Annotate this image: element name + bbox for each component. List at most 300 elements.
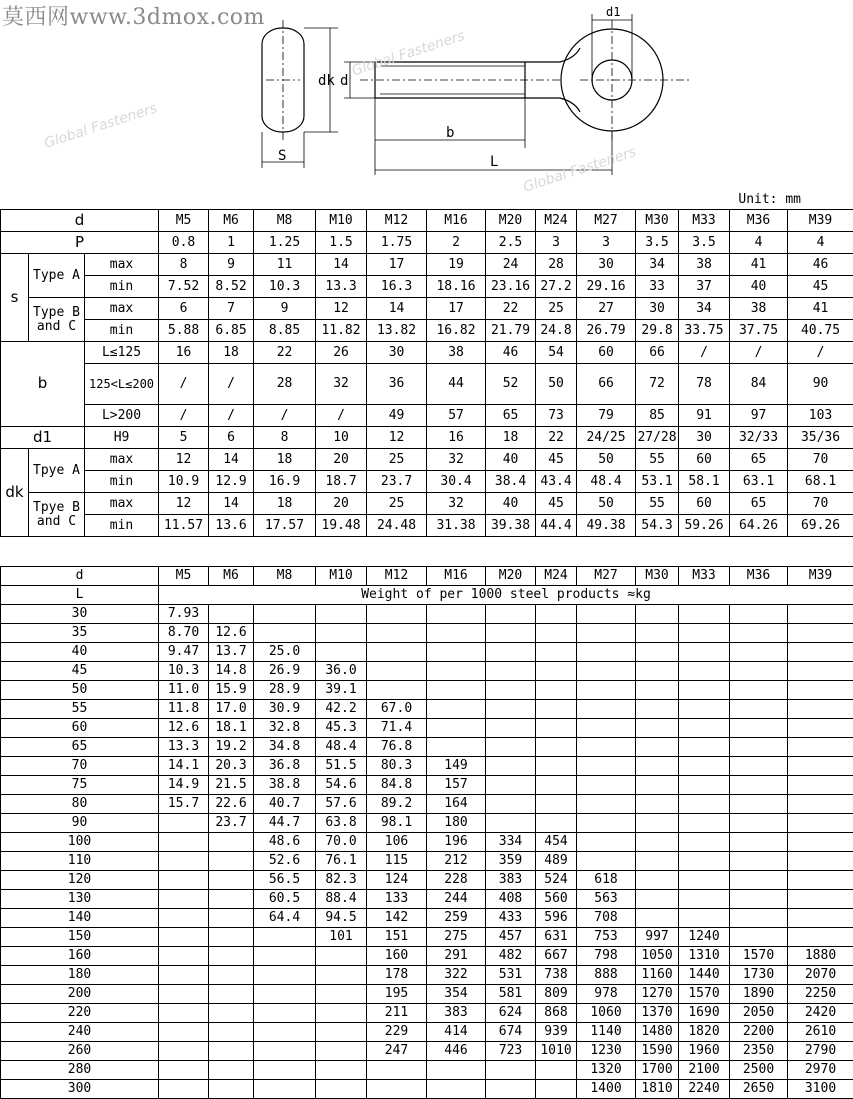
weight-value: 275: [427, 928, 486, 947]
weight-value: [730, 795, 788, 814]
weight-row: [1, 1080, 853, 1099]
weight-value: 51.5: [316, 757, 367, 776]
s-bc-max-row: [1, 298, 853, 320]
pitch-value: 2.5: [486, 232, 536, 254]
weight-value: [209, 890, 254, 909]
weight-row: [1, 662, 853, 681]
s-value: 13.82: [367, 320, 427, 342]
weight-value: 489: [536, 852, 577, 871]
dk-value: 12: [159, 493, 209, 515]
length-value: 200: [1, 985, 159, 1004]
s-value: 11: [254, 254, 316, 276]
weight-value: 178: [367, 966, 427, 985]
s-value: 21.79: [486, 320, 536, 342]
d1-label: d1: [1, 427, 85, 449]
weight-value: 1160: [636, 966, 679, 985]
weight-value: [679, 738, 730, 757]
weight-value: 997: [636, 928, 679, 947]
dk-value: 58.1: [679, 471, 730, 493]
b-value: 32: [316, 364, 367, 405]
s-value: 13.3: [316, 276, 367, 298]
weight-value: [577, 681, 636, 700]
weight-value: 88.4: [316, 890, 367, 909]
weight-row: [1, 852, 853, 871]
s-value: 27.2: [536, 276, 577, 298]
s-value: 17: [367, 254, 427, 276]
s-value: 45: [788, 276, 853, 298]
weight-value: [730, 643, 788, 662]
weight-value: [159, 814, 209, 833]
weight-value: [679, 700, 730, 719]
weight-value: 157: [427, 776, 486, 795]
weight-value: 1880: [788, 947, 853, 966]
length-value: 50: [1, 681, 159, 700]
weight-value: [577, 643, 636, 662]
weight-value: [536, 795, 577, 814]
b-value: 44: [427, 364, 486, 405]
weight-value: 12.6: [209, 624, 254, 643]
dk-a-max-row: [1, 449, 853, 471]
dk-value: 13.6: [209, 515, 254, 537]
d1-value: 12: [367, 427, 427, 449]
length-value: 220: [1, 1004, 159, 1023]
weight-value: [427, 719, 486, 738]
weight-value: 64.4: [254, 909, 316, 928]
weight-value: [679, 852, 730, 871]
weight-value: [367, 1061, 427, 1080]
weight-value: 383: [427, 1004, 486, 1023]
s-value: 29.8: [636, 320, 679, 342]
size-header: M36: [730, 567, 788, 586]
weight-value: [788, 833, 853, 852]
b-value: 49: [367, 405, 427, 427]
d1-tolerance: H9: [85, 427, 159, 449]
weight-value: [316, 605, 367, 624]
weight-value: [536, 719, 577, 738]
weight-value: [788, 814, 853, 833]
b-row-3: [1, 405, 853, 427]
s-value: 27: [577, 298, 636, 320]
weight-value: [577, 700, 636, 719]
weight-value: [730, 719, 788, 738]
weight-value: 560: [536, 890, 577, 909]
weight-value: 383: [486, 871, 536, 890]
weight-value: [636, 814, 679, 833]
dk-value: 32: [427, 449, 486, 471]
s-type-bc-label: Type B and C: [29, 298, 85, 342]
weight-value: [636, 662, 679, 681]
weight-value: [209, 605, 254, 624]
weight-value: 34.8: [254, 738, 316, 757]
weight-value: 124: [367, 871, 427, 890]
dk-value: 10.9: [159, 471, 209, 493]
weight-value: 723: [486, 1042, 536, 1061]
size-header: M39: [788, 210, 853, 232]
weight-value: [536, 662, 577, 681]
weight-value: [486, 605, 536, 624]
length-value: 160: [1, 947, 159, 966]
b-value: 50: [536, 364, 577, 405]
length-value: 30: [1, 605, 159, 624]
length-value: 180: [1, 966, 159, 985]
weight-value: 21.5: [209, 776, 254, 795]
l-header: L: [1, 586, 159, 605]
weight-row: [1, 1042, 853, 1061]
b-value: 60: [577, 342, 636, 364]
weight-value: [486, 719, 536, 738]
weight-value: 36.0: [316, 662, 367, 681]
pitch-value: 1.75: [367, 232, 427, 254]
weight-row: [1, 890, 853, 909]
dk-value: 38.4: [486, 471, 536, 493]
d1-value: 27/28: [636, 427, 679, 449]
weight-value: [316, 643, 367, 662]
b-value: 65: [486, 405, 536, 427]
weight-value: [679, 624, 730, 643]
weight-value: [636, 871, 679, 890]
b-value: 91: [679, 405, 730, 427]
b-row-2: [1, 364, 853, 405]
s-value: 30: [577, 254, 636, 276]
weight-value: 14.1: [159, 757, 209, 776]
length-value: 240: [1, 1023, 159, 1042]
s-value: 9: [209, 254, 254, 276]
weight-value: [316, 1023, 367, 1042]
d-dim-label: d: [340, 73, 348, 89]
weight-value: [427, 662, 486, 681]
weight-value: 1270: [636, 985, 679, 1004]
size-header: M12: [367, 210, 427, 232]
s-value: 12: [316, 298, 367, 320]
weight-value: 618: [577, 871, 636, 890]
weight-value: [730, 890, 788, 909]
weight-value: 457: [486, 928, 536, 947]
weight-value: 70.0: [316, 833, 367, 852]
dk-value: 12.9: [209, 471, 254, 493]
weight-value: [577, 662, 636, 681]
s-value: 25: [536, 298, 577, 320]
weight-value: 2100: [679, 1061, 730, 1080]
s-value: 28: [536, 254, 577, 276]
eye-bolt-drawing: [0, 0, 853, 200]
b-value: 85: [636, 405, 679, 427]
weight-value: [486, 1080, 536, 1099]
min-label: min: [85, 320, 159, 342]
weight-value: [209, 833, 254, 852]
weight-value: [209, 1061, 254, 1080]
weight-row: [1, 1004, 853, 1023]
weight-row: [1, 1061, 853, 1080]
weight-value: [486, 1061, 536, 1080]
dk-value: 32: [427, 493, 486, 515]
weight-value: [159, 1023, 209, 1042]
weight-value: 596: [536, 909, 577, 928]
weight-row: [1, 776, 853, 795]
drawing-watermark-2: Global Fasteners: [42, 100, 159, 152]
weight-value: [788, 662, 853, 681]
weight-value: [577, 852, 636, 871]
weight-value: [209, 985, 254, 1004]
size-header: M30: [636, 567, 679, 586]
b-value: 66: [577, 364, 636, 405]
l-dim-label: L: [490, 154, 498, 170]
max-label: max: [85, 493, 159, 515]
weight-value: [254, 928, 316, 947]
weight-value: [316, 624, 367, 643]
header-row: [1, 210, 853, 232]
length-value: 70: [1, 757, 159, 776]
dk-value: 64.26: [730, 515, 788, 537]
weight-value: [788, 643, 853, 662]
dk-type-bc-label: Tpye B and C: [29, 493, 85, 537]
b-value: 52: [486, 364, 536, 405]
weight-value: [209, 1080, 254, 1099]
site-watermark: 莫西网www.3dmox.com: [2, 0, 265, 31]
dk-value: 14: [209, 449, 254, 471]
weight-value: [788, 719, 853, 738]
weight-value: 17.0: [209, 700, 254, 719]
weight-value: 939: [536, 1023, 577, 1042]
b-value: /: [788, 342, 853, 364]
b-value: 46: [486, 342, 536, 364]
dk-value: 19.48: [316, 515, 367, 537]
weight-value: [636, 681, 679, 700]
weight-value: 359: [486, 852, 536, 871]
s-value: 46: [788, 254, 853, 276]
s-value: 7.52: [159, 276, 209, 298]
d1-value: 8: [254, 427, 316, 449]
weight-value: [679, 795, 730, 814]
dk-value: 16.9: [254, 471, 316, 493]
weight-value: [159, 947, 209, 966]
b-value: /: [209, 405, 254, 427]
weight-value: [316, 1080, 367, 1099]
weight-value: [636, 852, 679, 871]
size-header: M24: [536, 567, 577, 586]
size-header: M27: [577, 567, 636, 586]
weight-value: [730, 738, 788, 757]
weight-value: [159, 890, 209, 909]
length-value: 45: [1, 662, 159, 681]
length-value: 150: [1, 928, 159, 947]
min-label: min: [85, 471, 159, 493]
min-label: min: [85, 515, 159, 537]
weight-value: [679, 662, 730, 681]
weight-value: 89.2: [367, 795, 427, 814]
weight-value: [209, 1004, 254, 1023]
s-a-min-row: [1, 276, 853, 298]
weight-value: [254, 947, 316, 966]
weight-value: 244: [427, 890, 486, 909]
weight-value: 1700: [636, 1061, 679, 1080]
b-row-1: [1, 342, 853, 364]
weight-value: 708: [577, 909, 636, 928]
b-value: 57: [427, 405, 486, 427]
weight-value: 30.9: [254, 700, 316, 719]
pitch-value: 3.5: [679, 232, 730, 254]
weight-value: [679, 757, 730, 776]
weight-value: 2610: [788, 1023, 853, 1042]
b-value: 22: [254, 342, 316, 364]
weight-row: [1, 605, 853, 624]
dk-value: 60: [679, 493, 730, 515]
b-value: 54: [536, 342, 577, 364]
weight-row: [1, 757, 853, 776]
length-value: 65: [1, 738, 159, 757]
pitch-value: 3: [577, 232, 636, 254]
b-value: /: [730, 342, 788, 364]
weight-value: 1230: [577, 1042, 636, 1061]
weight-value: [486, 700, 536, 719]
weight-value: [159, 928, 209, 947]
d1-dim-label: d1: [606, 5, 620, 19]
weight-value: 20.3: [209, 757, 254, 776]
weight-value: [486, 624, 536, 643]
weight-value: [636, 738, 679, 757]
s-value: 16.82: [427, 320, 486, 342]
weight-value: 76.1: [316, 852, 367, 871]
weight-value: [427, 738, 486, 757]
weight-value: [209, 928, 254, 947]
weight-value: 71.4: [367, 719, 427, 738]
weight-value: 101: [316, 928, 367, 947]
weight-value: [730, 909, 788, 928]
weight-value: [254, 966, 316, 985]
d-header: d: [1, 210, 159, 232]
weight-value: 80.3: [367, 757, 427, 776]
weight-value: 433: [486, 909, 536, 928]
weight-value: 888: [577, 966, 636, 985]
b-value: 72: [636, 364, 679, 405]
weight-value: 1570: [679, 985, 730, 1004]
weight-value: 18.1: [209, 719, 254, 738]
s-a-max-row: [1, 254, 853, 276]
weight-value: [730, 662, 788, 681]
weight-value: 82.3: [316, 871, 367, 890]
weight-value: [254, 624, 316, 643]
weight-value: [367, 624, 427, 643]
b-dim-label: b: [446, 125, 454, 141]
weight-value: 1140: [577, 1023, 636, 1042]
weight-value: 7.93: [159, 605, 209, 624]
weight-value: 151: [367, 928, 427, 947]
length-value: 35: [1, 624, 159, 643]
length-value: 140: [1, 909, 159, 928]
b-value: /: [209, 364, 254, 405]
s-value: 23.16: [486, 276, 536, 298]
pitch-value: 3: [536, 232, 577, 254]
weight-value: [636, 643, 679, 662]
weight-value: 48.4: [316, 738, 367, 757]
weight-value: [254, 605, 316, 624]
dk-value: 44.4: [536, 515, 577, 537]
weight-value: 45.3: [316, 719, 367, 738]
weight-table: [0, 566, 853, 1099]
s-value: 8: [159, 254, 209, 276]
b-label: b: [1, 342, 85, 427]
b-value: 66: [636, 342, 679, 364]
weight-value: [788, 871, 853, 890]
d1-value: 24/25: [577, 427, 636, 449]
b-value: 78: [679, 364, 730, 405]
b-value: 28: [254, 364, 316, 405]
weight-value: 978: [577, 985, 636, 1004]
weight-header-row: [1, 567, 853, 586]
weight-value: 149: [427, 757, 486, 776]
pitch-value: 1.25: [254, 232, 316, 254]
weight-value: [536, 738, 577, 757]
weight-value: [536, 643, 577, 662]
weight-value: [679, 605, 730, 624]
weight-row: [1, 738, 853, 757]
weight-value: [209, 947, 254, 966]
s-value: 14: [367, 298, 427, 320]
weight-value: 1690: [679, 1004, 730, 1023]
weight-value: [636, 757, 679, 776]
weight-value: [427, 700, 486, 719]
size-header: M5: [159, 567, 209, 586]
weight-value: [788, 738, 853, 757]
weight-value: 1480: [636, 1023, 679, 1042]
weight-row: [1, 1023, 853, 1042]
weight-value: [486, 662, 536, 681]
weight-row: [1, 681, 853, 700]
length-value: 40: [1, 643, 159, 662]
weight-value: [730, 605, 788, 624]
drawing-watermark-3: Global Fasteners: [521, 144, 638, 196]
weight-value: [788, 795, 853, 814]
weight-value: [427, 624, 486, 643]
weight-value: [788, 624, 853, 643]
size-header: M39: [788, 567, 853, 586]
dk-value: 54.3: [636, 515, 679, 537]
s-value: 19: [427, 254, 486, 276]
dk-value: 25: [367, 449, 427, 471]
weight-value: 8.70: [159, 624, 209, 643]
s-value: 14: [316, 254, 367, 276]
size-header: M33: [679, 567, 730, 586]
dk-value: 48.4: [577, 471, 636, 493]
weight-value: 211: [367, 1004, 427, 1023]
size-header: M5: [159, 210, 209, 232]
weight-value: [159, 909, 209, 928]
weight-value: [730, 757, 788, 776]
dk-value: 50: [577, 449, 636, 471]
weight-value: 1730: [730, 966, 788, 985]
weight-value: 38.8: [254, 776, 316, 795]
dk-value: 23.7: [367, 471, 427, 493]
weight-value: 2790: [788, 1042, 853, 1061]
weight-value: 2350: [730, 1042, 788, 1061]
p-label: P: [1, 232, 159, 254]
length-value: 260: [1, 1042, 159, 1061]
weight-value: 212: [427, 852, 486, 871]
s-value: 30: [636, 298, 679, 320]
weight-value: [159, 852, 209, 871]
weight-value: 23.7: [209, 814, 254, 833]
dk-bc-max-row: [1, 493, 853, 515]
weight-value: [209, 966, 254, 985]
weight-value: 26.9: [254, 662, 316, 681]
weight-value: [159, 871, 209, 890]
s-type-a-label: Type A: [29, 254, 85, 298]
weight-value: 2070: [788, 966, 853, 985]
weight-value: [679, 814, 730, 833]
b-value: 79: [577, 405, 636, 427]
dimension-table: [0, 209, 853, 537]
weight-value: [577, 605, 636, 624]
weight-value: [788, 681, 853, 700]
